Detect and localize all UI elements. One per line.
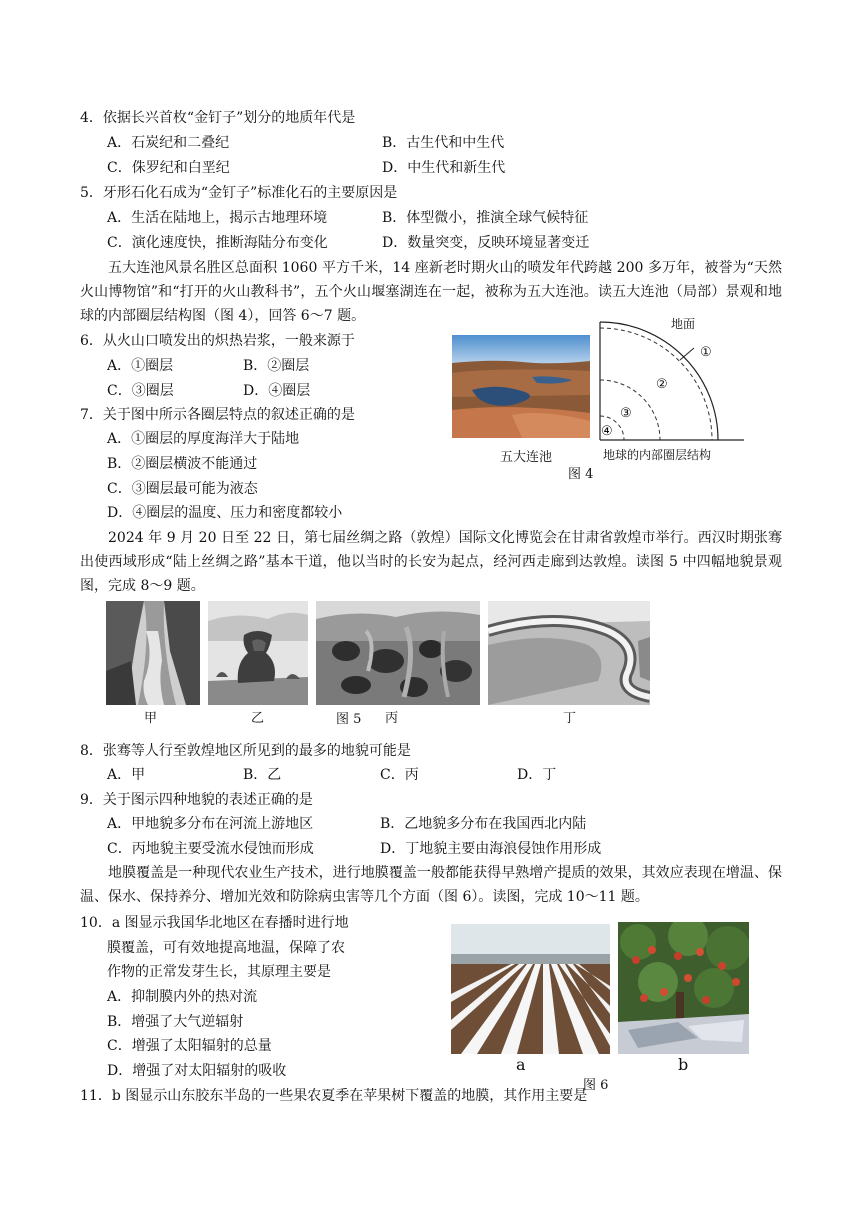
q8-option-a: A．甲 xyxy=(107,767,146,783)
fig6-label-a: a xyxy=(516,1055,526,1074)
landform-jia-photo xyxy=(106,601,200,705)
q10-option-c: C．增强了太阳辐射的总量 xyxy=(107,1038,272,1054)
q6-stem: 6．从火山口喷发出的炽热岩浆，一般来源于 xyxy=(80,333,355,349)
q5-option-d: D．数量突变，反映环境显著变迁 xyxy=(382,235,590,251)
q4-option-b: B．古生代和中生代 xyxy=(382,135,505,151)
q9-stem: 9．关于图示四种地貌的表述正确的是 xyxy=(80,792,313,808)
q5-stem: 5．牙形石化石成为“金钉子”标准化石的主要原因是 xyxy=(80,185,398,201)
q7-option-b: B．②圈层横波不能通过 xyxy=(107,456,258,472)
q4-option-d: D．中生代和新生代 xyxy=(382,160,506,176)
q9-option-a: A．甲地貌多分布在河流上游地区 xyxy=(107,816,314,832)
q5-option-a: A．生活在陆地上，揭示古地理环境 xyxy=(107,210,328,226)
fig4-diagram-caption: 地球的内部圈层结构 xyxy=(603,448,712,462)
q10-stem-line2: 膜覆盖，可有效地提高地温，保障了农 xyxy=(107,940,345,956)
q4-stem: 4．依据长兴首枚“金钉子”划分的地质年代是 xyxy=(80,110,356,126)
q8-option-d: D．丁 xyxy=(517,767,557,783)
q7-stem: 7．关于图中所示各圈层特点的叙述正确的是 xyxy=(80,407,355,423)
layer-4-label: ④ xyxy=(601,424,613,439)
mulching-field-photo xyxy=(451,924,610,1054)
layer-3-label: ③ xyxy=(620,406,632,421)
q10-option-a: A．抑制膜内外的热对流 xyxy=(107,989,258,1005)
q7-option-d: D．④圈层的温度、压力和密度都较小 xyxy=(107,505,343,521)
landform-yi-photo xyxy=(208,601,308,705)
q4-option-a: A．石炭纪和二叠纪 xyxy=(107,135,230,151)
q9-option-c: C．丙地貌主要受流水侵蚀而形成 xyxy=(107,841,314,857)
q10-stem-line1: 10．a 图显示我国华北地区在春播时进行地 xyxy=(80,915,349,931)
q10-stem-line3: 作物的正常发芽生长，其原理主要是 xyxy=(107,964,331,980)
q10-option-b: B．增强了大气逆辐射 xyxy=(107,1014,244,1030)
fig5-label-ding: 丁 xyxy=(563,711,577,726)
fig5-label-yi: 乙 xyxy=(251,711,265,726)
layer-1-label: ① xyxy=(700,345,712,360)
q7-option-c: C．③圈层最可能为液态 xyxy=(107,481,258,497)
passage-mulching: 地膜覆盖是一种现代农业生产技术，进行地膜覆盖一般都能获得早熟增产提质的效果，其效应表现在增温、保温、保水、保持养分、增加光效和防除病虫害等几个方面（图 6）。读图，完成 10～11 题。 xyxy=(80,865,782,905)
q6-option-a: A．①圈层 xyxy=(107,358,174,374)
fig5-label-jia: 甲 xyxy=(144,711,158,726)
passage-silk-road: 2024 年 9 月 20 日至 22 日，第七届丝绸之路（敦煌）国际文化博览会在甘肃省敦煌市举行。西汉时期张骞出使西域形成“陆上丝绸之路”基本干道，他以当时的长安为起点，经河西走廊到达敦煌。读图 5 中四幅地貌景观图，完成 8～9 题。 xyxy=(80,530,782,594)
landform-bing-photo xyxy=(316,601,480,705)
q6-option-d: D．④圈层 xyxy=(243,383,311,399)
q10-option-d: D．增强了对太阳辐射的吸收 xyxy=(107,1063,287,1079)
fig4-photo-caption: 五大连池 xyxy=(500,450,553,465)
q8-option-b: B．乙 xyxy=(243,767,282,783)
q5-option-c: C．演化速度快，推断海陆分布变化 xyxy=(107,235,328,251)
earth-layers-diagram xyxy=(598,318,748,442)
wudalianchi-photo xyxy=(452,335,590,438)
surface-label: 地面 xyxy=(671,317,696,331)
apple-orchard-photo xyxy=(618,922,749,1054)
q11-stem: 11．b 图显示山东胶东半岛的一些果农夏季在苹果树下覆盖的地膜，其作用主要是 xyxy=(80,1088,588,1104)
passage-wudalianchi: 五大连池风景名胜区总面积 1060 平方千米，14 座新老时期火山的喷发年代跨越 200 多万年，被誉为“天然火山博物馆”和“打开的火山教科书”，五个火山堰塞湖连在一起，被称为五大连池。读五大连池（局部）景观和地球的内部圈层结构图（图 4），回答 6～7 题。 xyxy=(80,260,782,324)
q6-option-b: B．②圈层 xyxy=(243,358,310,374)
q4-option-c: C．侏罗纪和白垩纪 xyxy=(107,160,230,176)
fig6-label-b: b xyxy=(678,1055,689,1074)
q6-option-c: C．③圈层 xyxy=(107,383,174,399)
q9-option-b: B．乙地貌多分布在我国西北内陆 xyxy=(380,816,587,832)
fig5-label-bing: 丙 xyxy=(385,711,399,726)
layer-2-label: ② xyxy=(656,377,668,392)
fig5-title: 图 5 xyxy=(336,712,362,727)
q9-option-d: D．丁地貌主要由海浪侵蚀作用形成 xyxy=(380,841,602,857)
q7-option-a: A．①圈层的厚度海洋大于陆地 xyxy=(107,431,300,447)
fig4-title: 图 4 xyxy=(568,467,594,482)
landform-ding-photo xyxy=(488,601,650,705)
q8-stem: 8．张骞等人行至敦煌地区所见到的最多的地貌可能是 xyxy=(80,743,411,759)
q5-option-b: B．体型微小，推演全球气候特征 xyxy=(382,210,589,226)
q8-option-c: C．丙 xyxy=(380,767,419,783)
fig6-title: 图 6 xyxy=(583,1078,609,1093)
